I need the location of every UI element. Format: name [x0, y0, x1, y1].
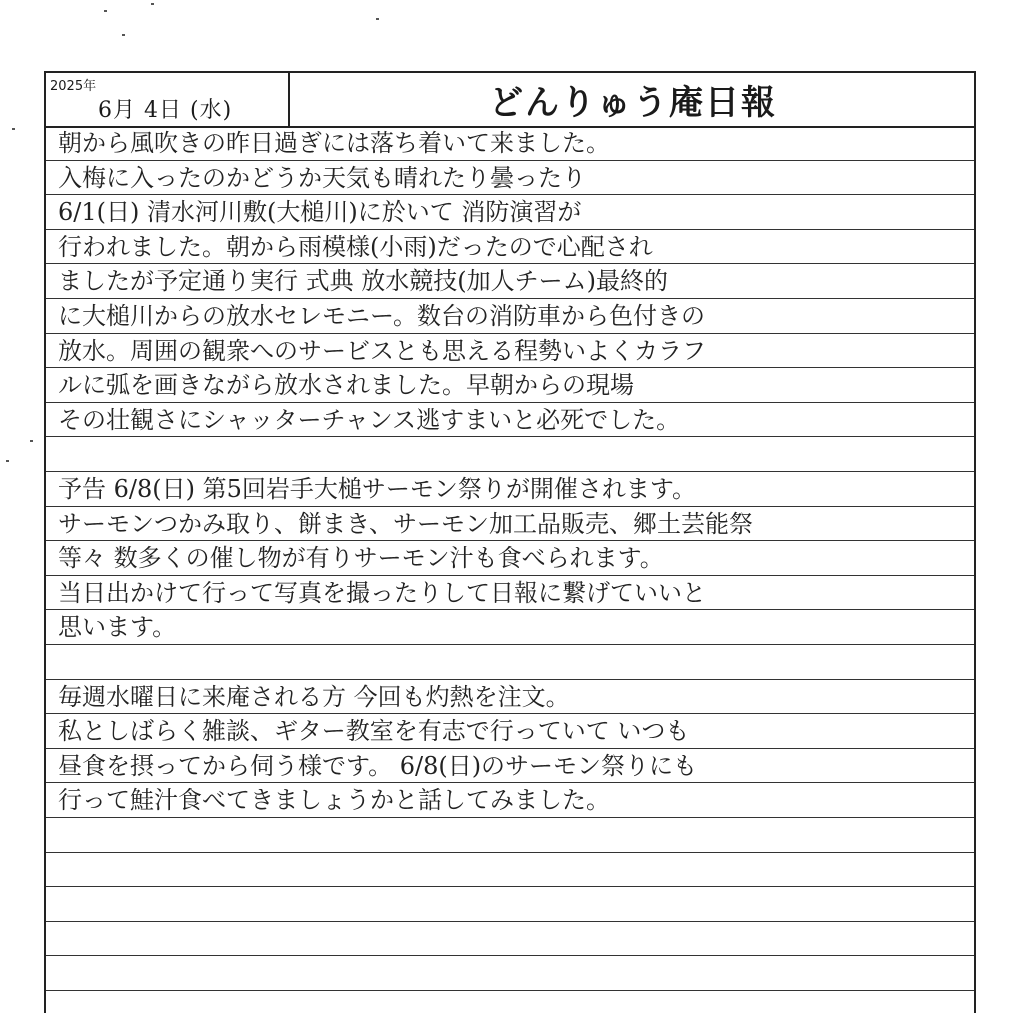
ruled-line: 6/1(日) 清水河川敷(大槌川)に於いて 消防演習が — [46, 195, 974, 230]
report-header — [46, 73, 974, 128]
ruled-line: 行われました。朝から雨模様(小雨)だったので心配され — [46, 230, 974, 265]
ruled-line: 私としばらく雑談、ギター教室を有志で行っていて いつも — [46, 714, 974, 749]
ruled-line — [46, 887, 974, 922]
ruled-line — [46, 956, 974, 991]
ruled-line: に大槌川からの放水セレモニー。数台の消防車から色付きの — [46, 299, 974, 334]
report-date: 6月 4日 (水) — [98, 98, 233, 123]
ruled-line — [46, 437, 974, 472]
ruled-line: 当日出かけて行って写真を撮ったりして日報に繋げていいと — [46, 576, 974, 611]
ruled-line — [46, 922, 974, 957]
report-title: どんりゅう庵日報 — [489, 83, 777, 123]
ruled-line: 昼食を摂ってから伺う様です。 6/8(日)のサーモン祭りにも — [46, 749, 974, 784]
date-box — [46, 73, 290, 126]
ruled-line: 入梅に入ったのかどうか天気も晴れたり曇ったり — [46, 161, 974, 196]
ruled-line: ルに弧を画きながら放水されました。早朝からの現場 — [46, 368, 974, 403]
ruled-line: ましたが予定通り実行 式典 放水競技(加人チーム)最終的 — [46, 264, 974, 299]
ruled-line: 毎週水曜日に来庵される方 今回も灼熱を注文。 — [46, 680, 974, 715]
ruled-line — [46, 853, 974, 888]
report-year: 2025年 — [50, 79, 97, 94]
ruled-line: 等々 数多くの催し物が有りサーモン汁も食べられます。 — [46, 541, 974, 576]
ruled-line: 予告 6/8(日) 第5回岩手大槌サーモン祭りが開催されます。 — [46, 472, 974, 507]
ruled-line — [46, 645, 974, 680]
ruled-line: 放水。周囲の観衆へのサービスとも思える程勢いよくカラフ — [46, 334, 974, 369]
ruled-line: 思います。 — [46, 610, 974, 645]
ruled-line: その壮観さにシャッターチャンス逃すまいと必死でした。 — [46, 403, 974, 438]
ruled-line — [46, 818, 974, 853]
ruled-line: サーモンつかみ取り、餅まき、サーモン加工品販売、郷土芸能祭 — [46, 507, 974, 542]
ruled-line: 行って鮭汁食べてきましょうかと話してみました。 — [46, 783, 974, 818]
ruled-line: 朝から風吹きの昨日過ぎには落ち着いて来ました。 — [46, 126, 974, 161]
daily-report-sheet — [44, 71, 976, 1013]
